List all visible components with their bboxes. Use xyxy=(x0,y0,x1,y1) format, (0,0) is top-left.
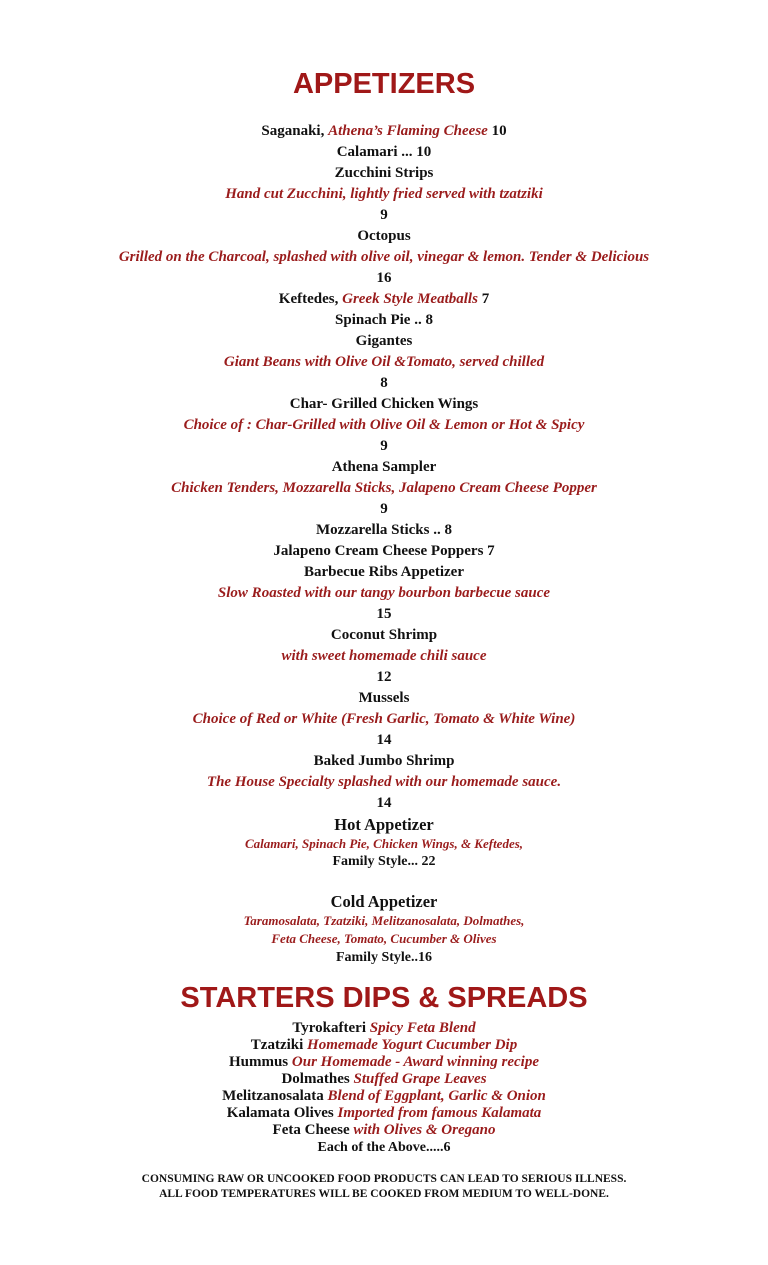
item-desc: Our Homemade - Award winning recipe xyxy=(291,1054,540,1070)
item-price: 16 xyxy=(376,270,392,286)
item-price: 9 xyxy=(380,501,388,517)
item-price: 14 xyxy=(376,795,392,811)
item-name: Coconut Shrimp xyxy=(330,627,438,643)
item-name: Kalamata Olives xyxy=(226,1105,334,1121)
item-poppers: Jalapeno Cream Cheese Poppers 7 xyxy=(273,543,495,559)
item-name: Char- Grilled Chicken Wings xyxy=(289,396,479,412)
item-desc: Greek Style Meatballs xyxy=(342,291,478,307)
item-desc: Feta Cheese, Tomato, Cucumber & Olives xyxy=(271,931,497,946)
item-name: Octopus xyxy=(357,228,411,244)
starter-item xyxy=(0,1121,768,1140)
item-desc: Giant Beans with Olive Oil &Tomato, served chilled xyxy=(223,354,545,370)
item-desc: with sweet homemade chili sauce xyxy=(281,648,487,664)
item-name: Tzatziki xyxy=(250,1037,304,1053)
item-calamari: Calamari ... 10 xyxy=(336,144,432,160)
item-keftedes xyxy=(0,290,768,309)
item-name: Melitzanosalata xyxy=(222,1088,324,1104)
item-desc: Hand cut Zucchini, lightly fried served with tzatziki xyxy=(225,186,543,202)
item-name: Tyrokafteri xyxy=(292,1020,366,1036)
item-name: Keftedes, xyxy=(278,291,339,307)
item-name: Hummus xyxy=(228,1054,289,1070)
item-price: 14 xyxy=(376,732,392,748)
item-name: Feta Cheese xyxy=(272,1122,350,1138)
appetizers-title: APPETIZERS xyxy=(292,68,476,100)
item-price: Family Style..16 xyxy=(335,950,433,965)
item-desc: Grilled on the Charcoal, splashed with olive oil, vinegar & lemon. Tender & Delicious xyxy=(118,249,650,265)
item-mozzarella: Mozzarella Sticks .. 8 xyxy=(316,522,452,538)
item-desc: Blend of Eggplant, Garlic & Onion xyxy=(327,1088,546,1104)
item-price: 9 xyxy=(380,438,388,454)
item-desc: Chicken Tenders, Mozzarella Sticks, Jalapeno Cream Cheese Popper xyxy=(171,480,597,496)
item-price: 10 xyxy=(491,123,507,139)
item-name: Mussels xyxy=(358,690,410,706)
item-name: Baked Jumbo Shrimp xyxy=(313,753,455,769)
item-desc: Homemade Yogurt Cucumber Dip xyxy=(307,1037,518,1053)
starters-title: STARTERS DIPS & SPREADS xyxy=(180,982,588,1014)
item-price: Family Style... 22 xyxy=(332,854,436,869)
item-desc: with Olives & Oregano xyxy=(353,1122,496,1138)
item-name: Hot Appetizer xyxy=(334,815,434,834)
item-name: Zucchini Strips xyxy=(334,165,434,181)
item-price: 8 xyxy=(380,375,388,391)
item-name: Dolmathes xyxy=(281,1071,350,1087)
food-safety-notice: CONSUMING RAW OR UNCOOKED FOOD PRODUCTS CAN LEAD TO SERIOUS ILLNESS. xyxy=(141,1173,627,1185)
item-name: Athena Sampler xyxy=(331,459,437,475)
item-name: Cold Appetizer xyxy=(330,892,438,911)
item-price: 15 xyxy=(376,606,392,622)
item-name: Barbecue Ribs Appetizer xyxy=(304,564,464,580)
item-desc: Calamari, Spinach Pie, Chicken Wings, & Keftedes, xyxy=(244,836,524,851)
starters-price: Each of the Above.....6 xyxy=(317,1140,451,1155)
item-desc: Choice of : Char-Grilled with Olive Oil & Lemon or Hot & Spicy xyxy=(183,417,585,433)
item-desc: Athena’s Flaming Cheese xyxy=(328,123,488,139)
item-name: Saganaki, xyxy=(261,123,325,139)
item-price: 9 xyxy=(380,207,388,223)
item-desc: Choice of Red or White (Fresh Garlic, Tomato & White Wine) xyxy=(192,711,576,727)
item-spinach-pie: Spinach Pie .. 8 xyxy=(335,312,433,328)
item-desc: The House Specialty splashed with our homemade sauce. xyxy=(206,774,562,790)
item-name: Gigantes xyxy=(355,333,413,349)
item-price: 7 xyxy=(481,291,490,307)
item-desc: Stuffed Grape Leaves xyxy=(353,1071,487,1087)
item-desc: Taramosalata, Tzatziki, Melitzanosalata, Dolmathes, xyxy=(243,913,525,928)
item-desc: Slow Roasted with our tangy bourbon barbecue sauce xyxy=(217,585,551,601)
item-desc: Imported from famous Kalamata xyxy=(337,1105,542,1121)
food-safety-notice: ALL FOOD TEMPERATURES WILL BE COOKED FROM MEDIUM TO WELL-DONE. xyxy=(159,1188,609,1200)
item-saganaki xyxy=(0,122,768,141)
item-desc: Spicy Feta Blend xyxy=(369,1020,476,1036)
item-price: 12 xyxy=(376,669,392,685)
